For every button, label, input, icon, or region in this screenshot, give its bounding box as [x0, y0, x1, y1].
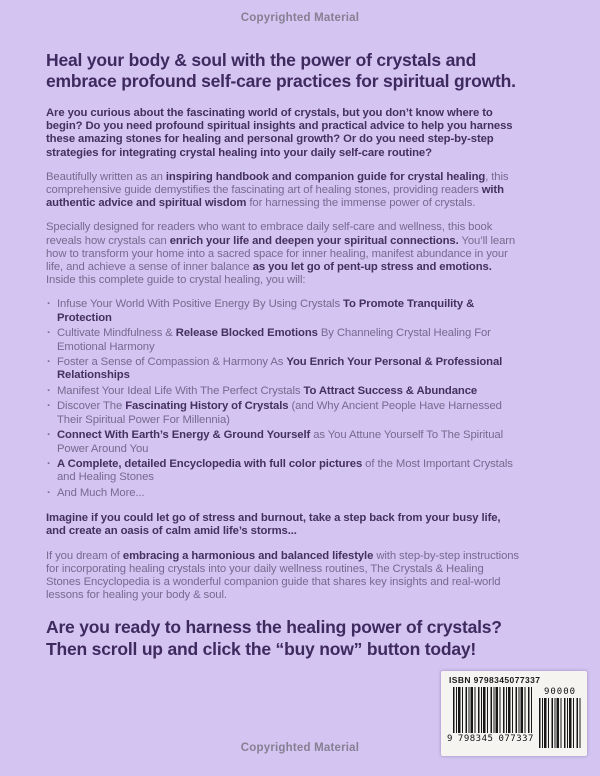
- price-code: 90000: [543, 687, 577, 697]
- copyright-banner-bottom: Copyrighted Material: [240, 742, 360, 754]
- barcode-digit-group: 077337: [498, 734, 534, 744]
- list-item: · And Much More...: [46, 487, 520, 500]
- handbook-paragraph: Beautifully written as an inspiring handbook and companion guide for crystal healing, this comprehensive guide demystifies the fascinating art of healing stones, providing readers with authentic advice and spiritual wisdom for harnessing the immense power of crystals.: [46, 170, 509, 210]
- dream-paragraph: If you dream of embracing a harmonious and balanced lifestyle with step-by-step instructions for incorporating healing crystals into your daily wellness routines, The Crystals & Healing Stones Encyclopedia is a wonderful companion guide that shares key insights and real-world lessons for healing your body & soul.: [46, 549, 519, 602]
- back-cover-text: [46, 50, 520, 660]
- price-supplement-barcode: [539, 698, 581, 748]
- list-item: · Infuse Your World With Positive Energy By Using Crystals To Promote Tranquility & Protection: [46, 298, 520, 325]
- list-item: · Manifest Your Ideal Life With The Perfect Crystals To Attract Success & Abundance: [46, 385, 520, 398]
- copyright-banner-top: Copyrighted Material: [240, 12, 360, 24]
- barcode-digit-group: 798345: [457, 734, 494, 744]
- imagine-paragraph: Imagine if you could let go of stress and burnout, take a step back from your busy life, and create an oasis of calm amid life’s storms...: [46, 512, 501, 538]
- barcode-digit-group: 9: [447, 734, 453, 744]
- list-item: · Discover The Fascinating History of Crystals (and Why Ancient People Have Harnessed Their Spiritual Power For Millennia): [46, 400, 520, 427]
- benefits-list: [46, 298, 520, 500]
- intro-paragraph: Are you curious about the fascinating world of crystals, but you don’t know where to begin? Do you need profound spiritual insights and practical advice to help you harness these amazing stones for healing and personal growth? Or do you need step-by-step strategies for integrating crystal healing into your daily self-care routine?: [46, 107, 513, 159]
- list-item: · Foster a Sense of Compassion & Harmony As You Enrich Your Personal & Professional Relationships: [46, 356, 520, 383]
- designed-paragraph: Specially designed for readers who want to embrace daily self-care and wellness, this book reveals how crystals can enrich your life and deepen your spiritual connections. You’ll learn how to transform your home into a sacred space for inner healing, manifest abundance in your life, and achieve a sense of inner balance as you let go of pent-up stress and emotions. Inside this complete guide to crystal healing, you will:: [46, 221, 516, 287]
- isbn-label: ISBN 9798345077337: [449, 675, 541, 685]
- headline: Heal your body & soul with the power of crystals and embrace profound self-care practices for spiritual growth.: [46, 50, 516, 91]
- ean-barcode: [453, 687, 533, 733]
- list-item: · Connect With Earth’s Energy & Ground Yourself as You Attune Yourself To The Spiritual Power Around You: [46, 429, 520, 456]
- call-to-action: Are you ready to harness the healing power of crystals? Then scroll up and click the “buy now” button today!: [46, 617, 502, 659]
- list-item: · A Complete, detailed Encyclopedia with full color pictures of the Most Important Crystals and Healing Stones: [46, 458, 520, 485]
- list-item: · Cultivate Mindfulness & Release Blocked Emotions By Channeling Crystal Healing For Emotional Harmony: [46, 327, 520, 354]
